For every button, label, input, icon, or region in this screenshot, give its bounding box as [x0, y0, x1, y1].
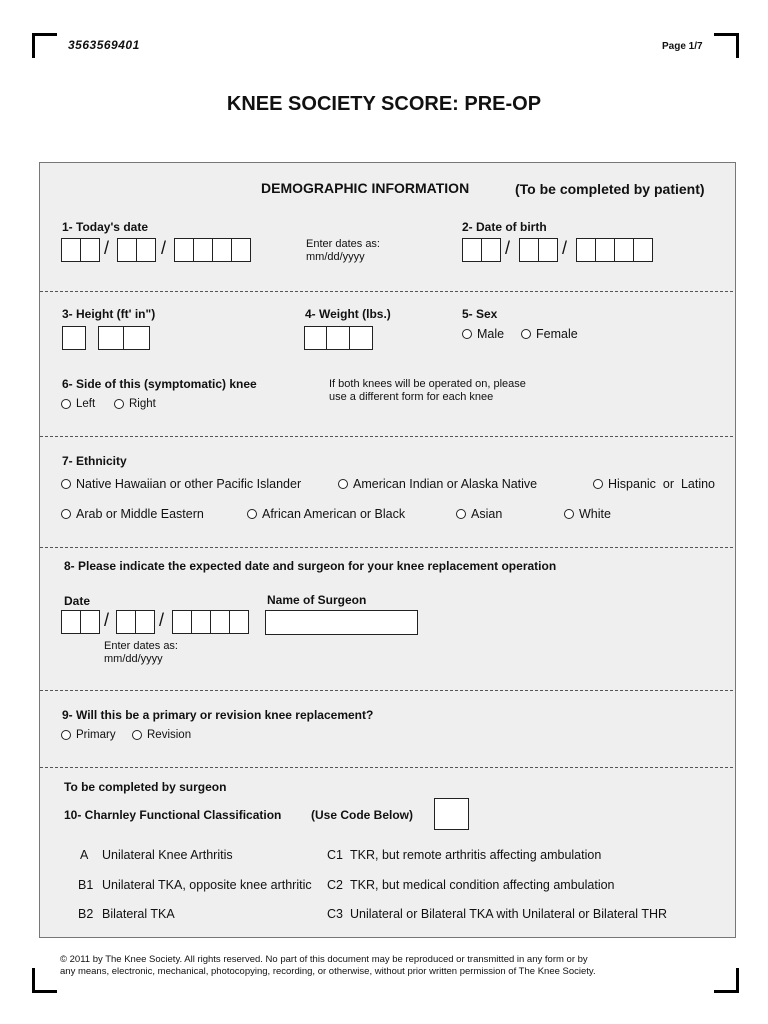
code-c1: C1	[327, 848, 343, 862]
option-label: Right	[129, 398, 156, 410]
dob-year-input[interactable]	[576, 238, 653, 262]
code-c3-desc: Unilateral or Bilateral TKA with Unilateral or Bilateral THR	[350, 907, 668, 921]
radio-icon	[462, 329, 472, 339]
section-divider	[40, 436, 733, 437]
copyright-line2: any means, electronic, mechanical, photocopying, recording, or otherwise, without prior written permission of The Knee Society.	[60, 966, 596, 977]
option-label: Primary	[76, 729, 116, 741]
sex-female-option[interactable]	[521, 327, 578, 341]
radio-icon	[521, 329, 531, 339]
corner-mark-top-left	[32, 33, 57, 58]
date-slash: /	[104, 238, 110, 258]
code-c2: C2	[327, 878, 343, 892]
ethnicity-american-indian-option[interactable]	[338, 477, 537, 491]
option-label: Female	[536, 327, 578, 341]
page-number: Page 1/7	[662, 41, 703, 52]
option-label: Male	[477, 327, 505, 341]
section-divider	[40, 291, 733, 292]
ethnicity-hispanic-option[interactable]	[593, 477, 715, 491]
surgery-month-input[interactable]	[61, 610, 100, 634]
page-title: KNEE SOCIETY SCORE: PRE-OP	[226, 93, 542, 115]
today-year-input[interactable]	[174, 238, 251, 262]
option-label: Hispanic or Latino	[608, 477, 716, 491]
copyright-line1: © 2011 by The Knee Society. All rights reserved. No part of this document may be reproduced or transmitted in any form or by	[60, 954, 588, 965]
q2-label: 2- Date of birth	[462, 220, 547, 234]
q8-label: 8- Please indicate the expected date and surgeon for your knee replacement operation	[64, 559, 557, 573]
q10-code-note: (Use Code Below)	[311, 808, 414, 822]
code-c3: C3	[327, 907, 343, 921]
section-note: (To be completed by patient)	[515, 181, 705, 197]
code-a: A	[80, 848, 89, 862]
option-label: Revision	[147, 729, 192, 741]
date-slash: /	[562, 238, 568, 258]
option-label: Left	[76, 398, 96, 410]
charnley-code-input[interactable]	[434, 798, 469, 830]
surgeon-section-title: To be completed by surgeon	[64, 780, 227, 794]
q1-label: 1- Today's date	[62, 220, 148, 234]
radio-icon	[338, 479, 348, 489]
option-label: Native Hawaiian or other Pacific Islander	[76, 477, 302, 491]
option-label: White	[579, 507, 611, 521]
option-label: African American or Black	[262, 507, 406, 521]
date-hint-line1: Enter dates as:	[306, 238, 380, 250]
section-title: DEMOGRAPHIC INFORMATION	[261, 180, 470, 196]
radio-icon	[61, 509, 71, 519]
today-day-input[interactable]	[117, 238, 156, 262]
q6-label: 6- Side of this (symptomatic) knee	[62, 377, 257, 391]
code-b2-desc: Bilateral TKA	[102, 907, 175, 921]
side-left-option[interactable]	[61, 398, 95, 410]
dob-month-input[interactable]	[462, 238, 501, 262]
corner-mark-bottom-left	[32, 968, 57, 993]
dob-day-input[interactable]	[519, 238, 558, 262]
copyright-notice	[60, 954, 680, 978]
date-hint-line1: Enter dates as:	[104, 640, 178, 652]
q5-label: 5- Sex	[462, 307, 498, 321]
q8-date-label: Date	[64, 594, 91, 608]
date-slash: /	[505, 238, 511, 258]
document-id: 3563569401	[68, 38, 140, 52]
date-hint	[104, 640, 178, 666]
ethnicity-native-hawaiian-option[interactable]	[61, 477, 301, 491]
q10-label: 10- Charnley Functional Classification	[64, 808, 282, 822]
weight-input[interactable]	[304, 326, 373, 350]
height-inches-input[interactable]	[98, 326, 150, 350]
date-slash: /	[161, 238, 167, 258]
date-slash: /	[159, 610, 165, 630]
section-divider	[40, 547, 733, 548]
q3-label: 3- Height (ft' in")	[62, 307, 156, 321]
code-a-desc: Unilateral Knee Arthritis	[102, 848, 233, 862]
ethnicity-arab-option[interactable]	[61, 507, 204, 521]
sex-male-option[interactable]	[462, 327, 504, 341]
q6-note-line1: If both knees will be operated on, please	[329, 378, 526, 390]
radio-icon	[247, 509, 257, 519]
option-label: Arab or Middle Eastern	[76, 507, 204, 521]
radio-icon	[61, 479, 71, 489]
corner-mark-top-right	[714, 33, 739, 58]
primary-option[interactable]	[61, 729, 116, 741]
radio-icon	[564, 509, 574, 519]
q7-label: 7- Ethnicity	[62, 454, 127, 468]
surgery-day-input[interactable]	[116, 610, 155, 634]
surgeon-name-input[interactable]	[265, 610, 418, 635]
q9-label: 9- Will this be a primary or revision knee replacement?	[62, 708, 374, 722]
code-c2-desc: TKR, but medical condition affecting ambulation	[350, 878, 615, 892]
code-c1-desc: TKR, but remote arthritis affecting ambulation	[350, 848, 602, 862]
date-hint-line2: mm/dd/yyyy	[306, 251, 365, 263]
date-hint	[306, 238, 380, 264]
surgery-year-input[interactable]	[172, 610, 249, 634]
radio-icon	[132, 730, 142, 740]
option-label: American Indian or Alaska Native	[353, 477, 538, 491]
ethnicity-white-option[interactable]	[564, 507, 611, 521]
corner-mark-bottom-right	[714, 968, 739, 993]
section-divider	[40, 767, 733, 768]
today-month-input[interactable]	[61, 238, 100, 262]
radio-icon	[593, 479, 603, 489]
section-divider	[40, 690, 733, 691]
surgeon-name-label: Name of Surgeon	[267, 593, 367, 607]
date-hint-line2: mm/dd/yyyy	[104, 653, 163, 665]
option-label: Asian	[471, 507, 503, 521]
height-feet-input[interactable]	[62, 326, 86, 350]
code-b1-desc: Unilateral TKA, opposite knee arthritic	[102, 878, 312, 892]
code-b2: B2	[78, 907, 94, 921]
radio-icon	[61, 730, 71, 740]
radio-icon	[61, 399, 71, 409]
side-right-option[interactable]	[114, 398, 156, 410]
revision-option[interactable]	[132, 729, 191, 741]
radio-icon	[114, 399, 124, 409]
ethnicity-african-american-option[interactable]	[247, 507, 405, 521]
code-b1: B1	[78, 878, 94, 892]
date-slash: /	[104, 610, 110, 630]
radio-icon	[456, 509, 466, 519]
q4-label: 4- Weight (lbs.)	[305, 307, 391, 321]
q6-note-line2: use a different form for each knee	[329, 391, 494, 403]
ethnicity-asian-option[interactable]	[456, 507, 502, 521]
q6-note	[329, 378, 526, 404]
